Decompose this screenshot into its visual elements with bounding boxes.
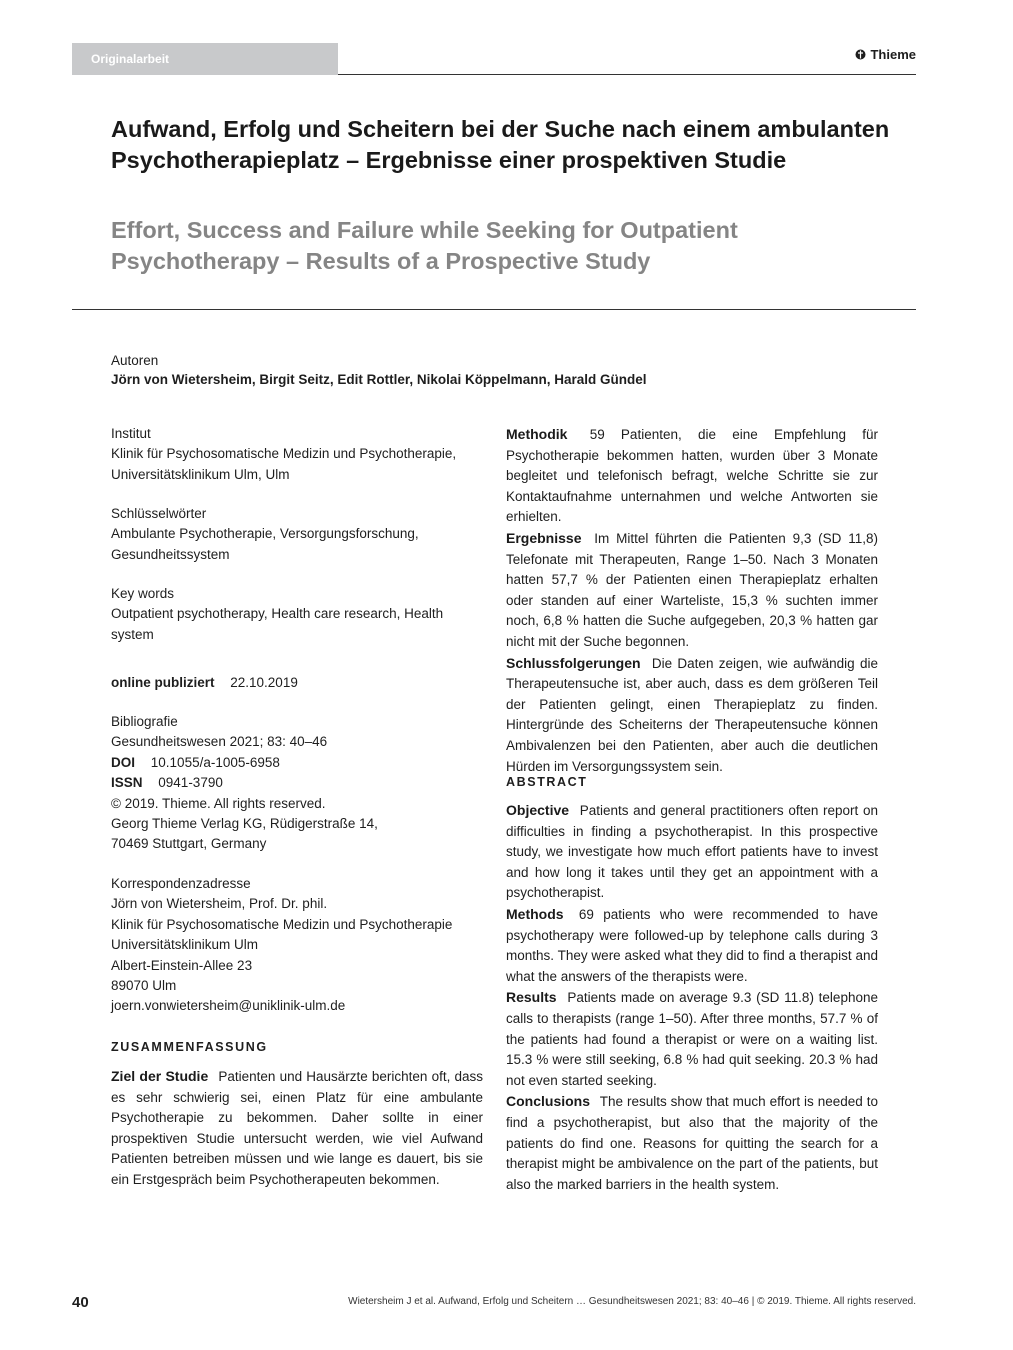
zusammenfassung-heading: ZUSAMMENFASSUNG [111,1040,268,1054]
keywords-de-line: Gesundheitssystem [111,546,230,562]
keywords-de-label: Schlüsselwörter [111,506,207,521]
keywords-en-block [111,584,486,645]
methods-label: Methods [506,905,564,922]
page-number: 40 [72,1294,89,1311]
conclusions-text: The results show that much effort is needed to find a psychotherapist, but also that the majority of the patients do find one. Reasons for quitting the search for a therapist might be ambivalence on the part of the patients, but also the marked barriers in the health system. [506,1094,878,1192]
institut-block [111,424,486,485]
header-rule [338,74,916,75]
publisher-address: Georg Thieme Verlag KG, Rüdigerstraße 14, [111,816,378,832]
methodik-paragraph [506,424,878,528]
schluss-paragraph [506,653,878,778]
bibliography-block [111,712,486,855]
issn-label: ISSN [111,775,143,791]
doi-value[interactable]: 10.1055/a-1005-6958 [150,754,280,770]
publisher-address: 70469 Stuttgart, Germany [111,836,267,852]
correspondence-block [111,874,486,1017]
abstract-heading: ABSTRACT [506,775,588,789]
ziel-text: Patienten und Hausärzte berichten oft, dass es sehr schwierig sei, einen Platz für eine ambulante Psychotherapie zu bekommen. Daher sollte in einer prospektiven Studie untersucht werden, wie viel Aufwand Patienten betreiben müssen und wie lange es dauert, bis sie ein Erstgespräch beim Psychotherapeuten bekommen. [111,1069,483,1187]
corr-email[interactable]: joern.vonwietersheim@uniklinik-ulm.de [111,998,346,1014]
publisher-logo [855,47,916,62]
keywords-en-line: Outpatient psychotherapy, Health care research, Health [111,606,444,622]
corr-inst: Universitätsklinikum Ulm [111,937,259,953]
conclusions-label: Conclusions [506,1093,591,1110]
footer-citation: Wietersheim J et al. Aufwand, Erfolg und Scheitern … Gesundheitswesen 2021; 83: 40–46 | © 2019. Thieme. All rights reserved. [348,1296,916,1307]
title-english: Effort, Success and Failure while Seeking for Outpatient Psychotherapy – Results of a Prospective Study [111,217,738,274]
authors-label: Autoren [111,353,159,368]
copyright: © 2019. Thieme. All rights reserved. [111,795,326,811]
biblio-label: Bibliografie [111,714,178,729]
results-paragraph [506,987,878,1091]
conclusions-paragraph [506,1091,878,1195]
keywords-en-label: Key words [111,586,175,601]
schluss-label: Schlussfolgerungen [506,654,641,671]
online-label: online publiziert [111,675,215,690]
institut-line: Klinik für Psychosomatische Medizin und Psychotherapie, [111,446,457,462]
results-text: Patients made on average 9.3 (SD 11.8) telephone calls to therapists (range 1–50). After three months, 57.7 % of the patients had found a therapist or were on a waiting list. 15.3 % were still seeking, 6.8 % had quit seeking. 20.3 % had not even started seeking. [506,990,878,1088]
authors-names: Jörn von Wietersheim, Birgit Seitz, Edit Rottler, Nikolai Köppelmann, Harald Gündel [111,372,647,387]
objective-text: Patients and general practitioners often report on difficulties in finding a psychotherapist. In this prospective study, we investigate how much effort patients have to invest and how long it takes until they get an appointment with a psychotherapist. [506,803,878,901]
ergebnisse-text: Im Mittel führten die Patienten 9,3 (SD 11,8) Telefonate mit Therapeuten, Range 1–50. Nach 3 Monaten hatten 57,7 % der Patienten einen Therapieplatz erhalten oder standen auf einer Warteliste, 15,3 % suchten immer noch, 6,8 % hatten die Suche aufgegeben, 20,3 % hatten gar nicht mit der Suche begonnen. [506,530,878,649]
institut-label: Institut [111,426,151,441]
corr-label: Korrespondenzadresse [111,876,251,891]
methods-paragraph [506,904,878,987]
institut-line: Universitätsklinikum Ulm, Ulm [111,466,290,482]
zusammenfassung-continued [506,424,878,777]
methods-text: 69 patients who were recommended to have psychotherapy were followed-up by telephone calls during 3 months. They were asked what they did to find a therapist and what the answers of the therapists were. [506,906,878,984]
schluss-text: Die Daten zeigen, wie aufwändig die Therapeutensuche ist, aber auch, dass es dem größeren Teil der Patienten gelingt, einen Therapieplatz zu finden. Hintergründe des Scheiterns der Therapeutensuche können Ambivalenzen bei den Patienten, aber auch die deutlichen Hürden im Versorgungssystem sein. [506,655,878,774]
ergebnisse-paragraph [506,528,878,653]
results-label: Results [506,989,557,1006]
online-published [111,673,486,693]
corr-city: 89070 Ulm [111,978,177,994]
biblio-journal: Gesundheitswesen 2021; 83: 40–46 [111,734,328,750]
methodik-label: Methodik [506,426,568,442]
keywords-de-block [111,504,486,565]
doi-label: DOI [111,754,136,770]
section-tag: Originalarbeit [72,43,338,75]
corr-street: Albert-Einstein-Allee 23 [111,957,253,973]
ziel-label: Ziel der Studie [111,1068,209,1084]
title-german: Aufwand, Erfolg und Scheitern bei der Suche nach einem ambulanten Psychotherapieplatz – Ergebnisse einer prospektiven Studie [111,116,890,173]
corr-dept: Klinik für Psychosomatische Medizin und Psychotherapie [111,916,453,932]
abstract-block [506,800,878,1195]
keywords-en-line: system [111,626,154,642]
publisher-name: Thieme [870,47,916,62]
ergebnisse-label: Ergebnisse [506,529,582,546]
objective-paragraph [506,800,878,904]
thieme-logo-icon [855,48,866,61]
corr-name: Jörn von Wietersheim, Prof. Dr. phil. [111,896,328,912]
methodik-text: 59 Patienten, die eine Empfehlung für Psychotherapie bekommen hatten, wurden über 3 Monate begleitet und telefonisch befragt, welche Schritte sie zur Kontaktaufnahme unternahmen und welche Antworten sie erhielten. [506,427,878,525]
objective-label: Objective [506,802,570,818]
title-rule [72,309,916,310]
keywords-de-line: Ambulante Psychotherapie, Versorgungsforschung, [111,526,419,542]
online-date: 22.10.2019 [230,675,298,690]
issn-value: 0941-3790 [158,775,223,791]
ziel-paragraph [111,1066,483,1191]
